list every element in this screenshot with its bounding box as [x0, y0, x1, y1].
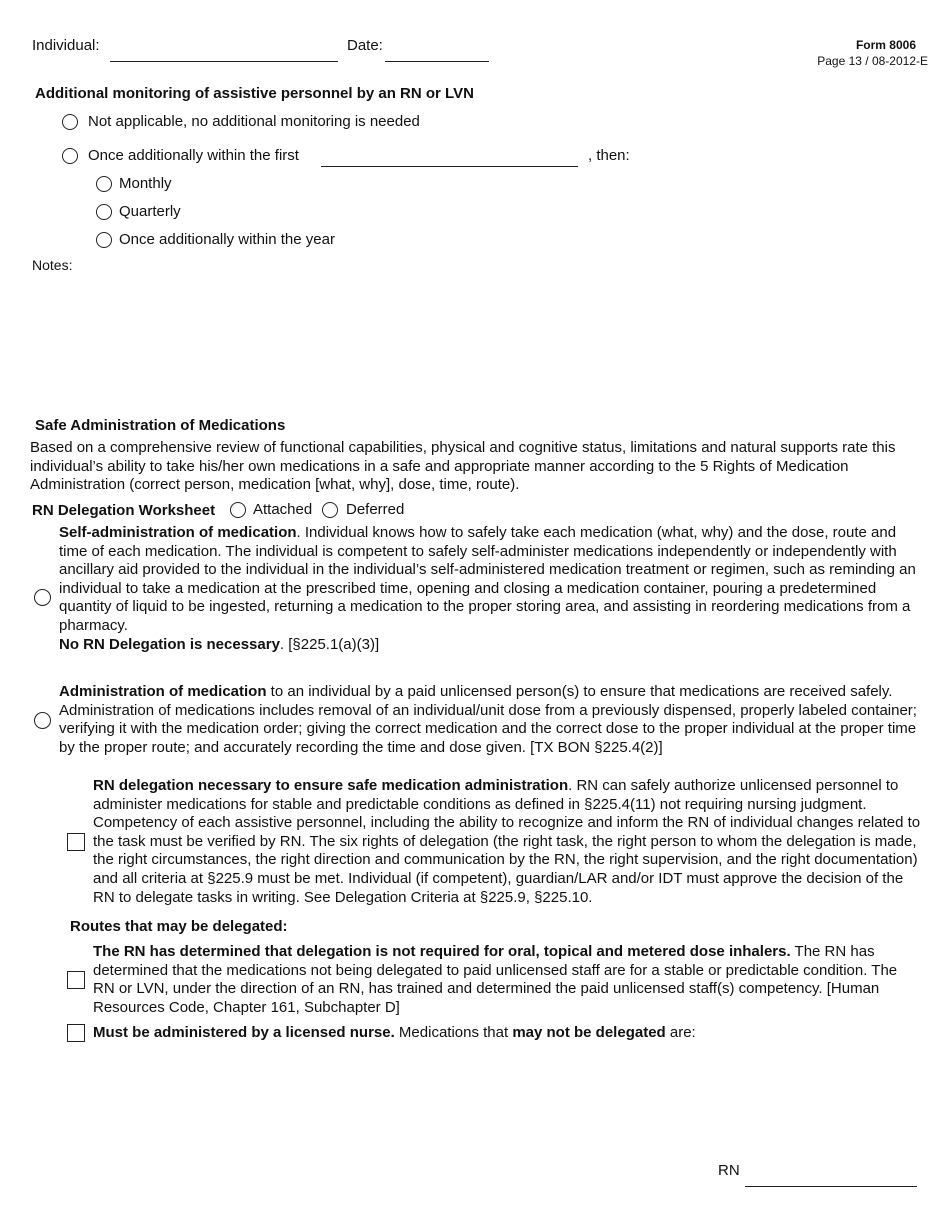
routes-title: Routes that may be delegated: [70, 918, 288, 935]
not-applicable-label: Not applicable, no additional monitoring is needed [88, 113, 420, 130]
rn-delegation-paragraph [93, 777, 921, 907]
rn-worksheet-label: RN Delegation Worksheet [32, 502, 216, 519]
self-admin-paragraph [59, 524, 919, 654]
form-number: Form 8006 [855, 38, 916, 52]
quarterly-label: Quarterly [119, 203, 181, 220]
radio-administration[interactable] [34, 712, 51, 729]
licensed-nurse-paragraph [93, 1024, 696, 1043]
radio-quarterly[interactable] [96, 204, 112, 220]
radio-monthly[interactable] [96, 176, 112, 192]
worksheet-attached-label: Attached [253, 501, 313, 518]
non-delegated-medications-area[interactable] [93, 1046, 919, 1146]
monitoring-section-title: Additional monitoring of assistive personnel by an RN or LVN [35, 85, 474, 102]
rn-delegation-title: RN delegation necessary to ensure safe medication administration [93, 777, 569, 794]
safe-admin-title: Safe Administration of Medications [35, 417, 286, 434]
worksheet-deferred-label: Deferred [346, 501, 405, 518]
administration-title: Administration of medication [59, 683, 267, 700]
radio-worksheet-deferred[interactable] [322, 502, 338, 518]
route-not-required-paragraph [93, 943, 913, 1017]
radio-once-within-year[interactable] [96, 232, 112, 248]
rn-delegation-text: . RN can safely authorize unlicensed personnel to administer medications for stable and predictable conditions as defined in §225.4(11) not requiring nursing judgment. Competency of each assistive personnel, including the ability to recognize and inform the RN of individual changes related to the task must be verified by RN. The six rights of delegation (the right task, the right person to whom the delegation is made, the right circumstances, the right direction and communication by the RN, the right supervision, and the right documentation) and all criteria at §225.9 must be met. Individual (if competent), guardian/LAR and/or IDT must approve the decision of the RN to delegate tasks in writing. See Delegation Criteria at §225.9, §225.10. [93, 777, 921, 906]
page-info: Page 13 / 08-2012-E [817, 54, 928, 68]
radio-once-additionally[interactable] [62, 148, 78, 164]
no-delegation-label: No RN Delegation is necessary [59, 635, 280, 653]
licensed-nurse-title: Must be administered by a licensed nurse. [93, 1024, 395, 1041]
once-within-year-label: Once additionally within the year [119, 231, 335, 248]
route-not-required-text: The RN has determined that the medications not being delegated to paid unlicensed staff are for a stable or predictable condition. The RN or LVN, under the direction of an RN, has trained and determined the paid unlicensed staff(s) competency. [Human Resources Code, Chapter 161, Subchapter D] [93, 943, 898, 1016]
individual-input-line[interactable] [110, 61, 338, 62]
once-additionally-label: Once additionally within the first [88, 147, 299, 164]
rn-signature-label: RN [718, 1162, 740, 1179]
checkbox-rn-delegation[interactable] [67, 833, 85, 851]
licensed-nurse-text-1: Medications that [394, 1024, 513, 1041]
may-not-be-delegated: may not be delegated [512, 1024, 666, 1041]
date-input-line[interactable] [385, 61, 489, 62]
licensed-nurse-text-2: are: [665, 1024, 696, 1041]
checkbox-licensed-nurse[interactable] [67, 1024, 85, 1042]
notes-label: Notes: [32, 257, 73, 273]
administration-paragraph [59, 683, 919, 757]
notes-area[interactable] [80, 258, 920, 398]
self-admin-text: . Individual knows how to safely take each medication (what, why) and the dose, route and time of each medication. The individual is competent to safely self-administer medications independently or independently with ancillary aid provided to the individual in the individual’s self-administered medication treatment or regimen, such as reminding an individual to take a medication at the prescribed time, opening and closing a medication container, pouring a predetermined quantity of liquid to be ingested, returning a medication to the proper storing area, and assisting in reordering medications from a pharmacy. [59, 524, 916, 634]
monthly-label: Monthly [119, 175, 172, 192]
rn-signature-line[interactable] [745, 1186, 917, 1187]
period-input-line[interactable] [321, 166, 578, 167]
route-not-required-title: The RN has determined that delegation is not required for oral, topical and metered dose inhalers. [93, 943, 791, 960]
radio-worksheet-attached[interactable] [230, 502, 246, 518]
safe-admin-intro: Based on a comprehensive review of functional capabilities, physical and cognitive status, limitations and natural supports rate this individual’s ability to take his/her own medications in a safe and appropriate manner according to the 5 Rights of Medication Administration (correct person, medication [what, why], dose, time, route). [30, 439, 896, 494]
then-label: , then: [588, 147, 630, 164]
individual-label: Individual: [32, 37, 100, 54]
no-delegation-ref: . [§225.1(a)(3)] [279, 635, 380, 653]
administration-text: to an individual by a paid unlicensed person(s) to ensure that medications are received safely. Administration of medications includes removal of an individual/unit dose from a previously dispensed, properly labeled container; verifying it with the medication order; giving the correct medication and the correct dose to the proper individual at the proper time by the proper route; and accurately recording the time and dose given. [TX BON §225.4(2)] [59, 683, 917, 756]
self-admin-title: Self-administration of medication [59, 524, 297, 541]
checkbox-route-not-required[interactable] [67, 971, 85, 989]
radio-self-administration[interactable] [34, 589, 51, 606]
date-label: Date: [347, 37, 383, 54]
radio-not-applicable[interactable] [62, 114, 78, 130]
